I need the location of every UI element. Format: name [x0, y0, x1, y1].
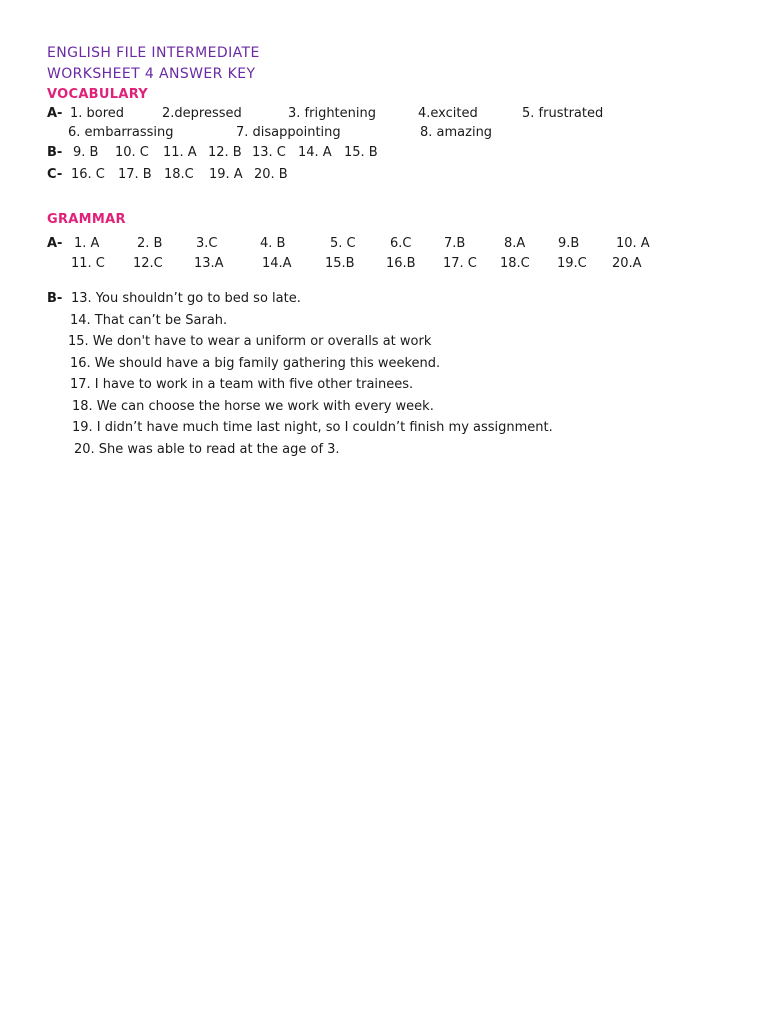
title-line-2: WORKSHEET 4 ANSWER KEY [47, 66, 256, 82]
vocab-a-item: 5. frustrated [522, 106, 604, 121]
vocab-a-item: 3. frightening [288, 106, 376, 121]
vocab-a-item: 8. amazing [420, 125, 493, 140]
vocab-b-item: 10. C [115, 145, 149, 160]
grammar-a-item: 1. A [74, 236, 100, 251]
grammar-b-sentence: 17. I have to work in a team with five other trainees. [70, 377, 414, 392]
vocab-c-item: 20. B [254, 167, 288, 182]
grammar-b-sentence: 18. We can choose the horse we work with every week. [72, 399, 434, 414]
vocab-c-item: 16. C [71, 167, 105, 182]
grammar-a-item: 20.A [612, 256, 642, 271]
vocab-c-label: C- [47, 167, 63, 182]
grammar-a-item: 13.A [194, 256, 224, 271]
vocab-b-item: 12. B [208, 145, 242, 160]
grammar-a-label: A- [47, 236, 63, 251]
grammar-b-sentence: 16. We should have a big family gathering this weekend. [70, 356, 441, 371]
grammar-b-sentence: 13. You shouldn’t go to bed so late. [71, 291, 301, 306]
grammar-heading: GRAMMAR [47, 212, 126, 227]
vocab-a-item: 6. embarrassing [68, 125, 174, 140]
vocab-b-item: 11. A [163, 145, 197, 160]
vocab-a-item: 4.excited [418, 106, 478, 121]
grammar-b-label: B- [47, 291, 63, 306]
grammar-b-sentence: 15. We don't have to wear a uniform or overalls at work [68, 334, 432, 349]
grammar-b-sentence: 14. That can’t be Sarah. [70, 313, 228, 328]
grammar-a-item: 8.A [504, 236, 526, 251]
grammar-a-item: 3.C [196, 236, 218, 251]
vocab-b-label: B- [47, 145, 63, 160]
vocab-b-item: 15. B [344, 145, 378, 160]
grammar-a-item: 2. B [137, 236, 163, 251]
grammar-a-item: 10. A [616, 236, 650, 251]
grammar-a-item: 9.B [558, 236, 580, 251]
vocab-b-item: 9. B [73, 145, 99, 160]
grammar-a-item: 14.A [262, 256, 292, 271]
grammar-a-item: 6.C [390, 236, 412, 251]
grammar-a-item: 4. B [260, 236, 286, 251]
vocab-a-item: 1. bored [70, 106, 125, 121]
grammar-b-sentence: 20. She was able to read at the age of 3. [74, 442, 340, 457]
grammar-a-item: 11. C [71, 256, 105, 271]
grammar-a-item: 16.B [386, 256, 416, 271]
grammar-a-item: 19.C [557, 256, 587, 271]
vocab-b-item: 13. C [252, 145, 286, 160]
vocabulary-heading: VOCABULARY [47, 87, 149, 102]
vocab-a-item: 7. disappointing [236, 125, 341, 140]
vocab-a-item: 2.depressed [162, 106, 242, 121]
vocab-c-item: 17. B [118, 167, 152, 182]
vocab-c-item: 18.C [164, 167, 194, 182]
grammar-a-item: 17. C [443, 256, 477, 271]
grammar-a-item: 15.B [325, 256, 355, 271]
grammar-a-item: 12.C [133, 256, 163, 271]
vocab-b-item: 14. A [298, 145, 332, 160]
grammar-a-item: 18.C [500, 256, 530, 271]
grammar-b-sentence: 19. I didn’t have much time last night, so I couldn’t finish my assignment. [72, 420, 553, 435]
title-line-1: ENGLISH FILE INTERMEDIATE [47, 45, 260, 61]
vocab-a-label: A- [47, 106, 63, 121]
vocab-c-item: 19. A [209, 167, 243, 182]
grammar-a-item: 7.B [444, 236, 466, 251]
grammar-a-item: 5. C [330, 236, 356, 251]
